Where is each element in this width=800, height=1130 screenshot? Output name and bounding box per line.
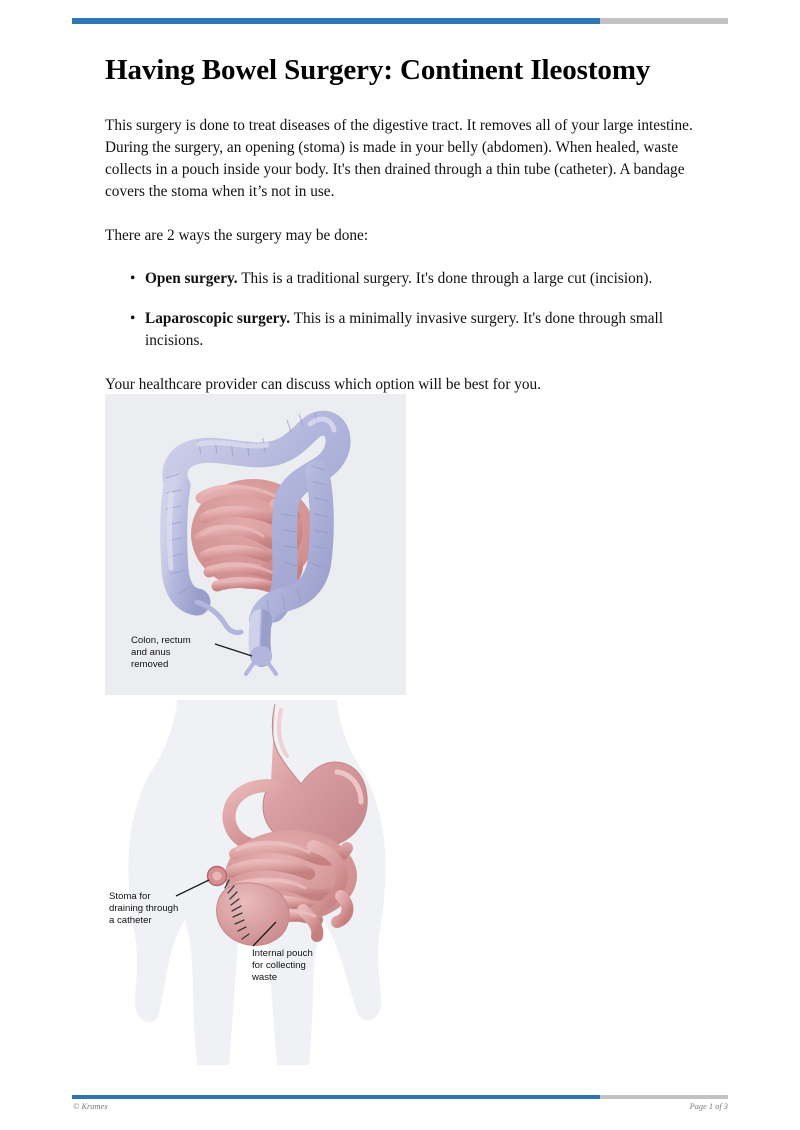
option-description: This is a traditional surgery. It's done through a large cut (incision). <box>237 270 653 288</box>
list-lead-in: There are 2 ways the surgery may be done: <box>105 226 369 244</box>
callout-line-3: waste <box>252 972 278 983</box>
callout-leader-line <box>215 644 252 656</box>
callout-colon-removed <box>131 635 252 670</box>
list-item <box>105 268 705 290</box>
page-title: Having Bowel Surgery: Continent Ileostomy <box>105 54 651 86</box>
footer-rule <box>72 1095 728 1099</box>
intro-paragraph: This surgery is done to treat diseases of the digestive tract. It removes all of your large intestine. During the surgery, an opening (stoma) is made in your belly (abdomen). When healed, waste collects in a pouch inside your body. It's then drained through a thin tube (catheter). A bandage covers the stoma when it’s not in use. <box>105 117 693 200</box>
option-description: This is a minimally invasive surgery. It's done through small incisions. <box>145 310 664 350</box>
colon-removed-svg <box>105 394 406 695</box>
callout-line-1: Colon, rectum <box>131 635 191 646</box>
header-rule-gray-segment <box>600 18 728 24</box>
surgery-options-list <box>105 268 705 352</box>
footer-rule-blue-segment <box>72 1095 600 1099</box>
callout-line-1: Stoma for <box>109 891 151 902</box>
callout-line-1: Internal pouch <box>252 948 313 959</box>
continent-ileostomy-illustration <box>105 700 435 1065</box>
callout-line-2: draining through <box>109 903 179 914</box>
callout-line-2: and anus <box>131 647 171 658</box>
list-item <box>105 308 705 352</box>
option-term: Open surgery. <box>145 270 238 288</box>
option-term: Laparoscopic surgery. <box>145 310 291 328</box>
bullet-icon: • <box>130 310 136 328</box>
closing-paragraph: Your healthcare provider can discuss which option will be best for you. <box>105 375 542 393</box>
continent-ileostomy-svg <box>105 700 435 1065</box>
bullet-icon: • <box>130 270 136 288</box>
colon-removed-illustration <box>105 394 406 695</box>
copyright-text: © Krames <box>73 1102 108 1111</box>
stoma <box>208 867 227 886</box>
page-number: Page 1 of 3 <box>689 1102 728 1111</box>
callout-line-3: removed <box>131 659 169 670</box>
footer-rule-gray-segment <box>600 1095 728 1099</box>
callout-line-3: a catheter <box>109 915 152 926</box>
header-rule-blue-segment <box>72 18 600 24</box>
document-content <box>105 52 705 418</box>
callout-line-2: for collecting <box>252 960 306 971</box>
header-rule <box>72 18 728 24</box>
